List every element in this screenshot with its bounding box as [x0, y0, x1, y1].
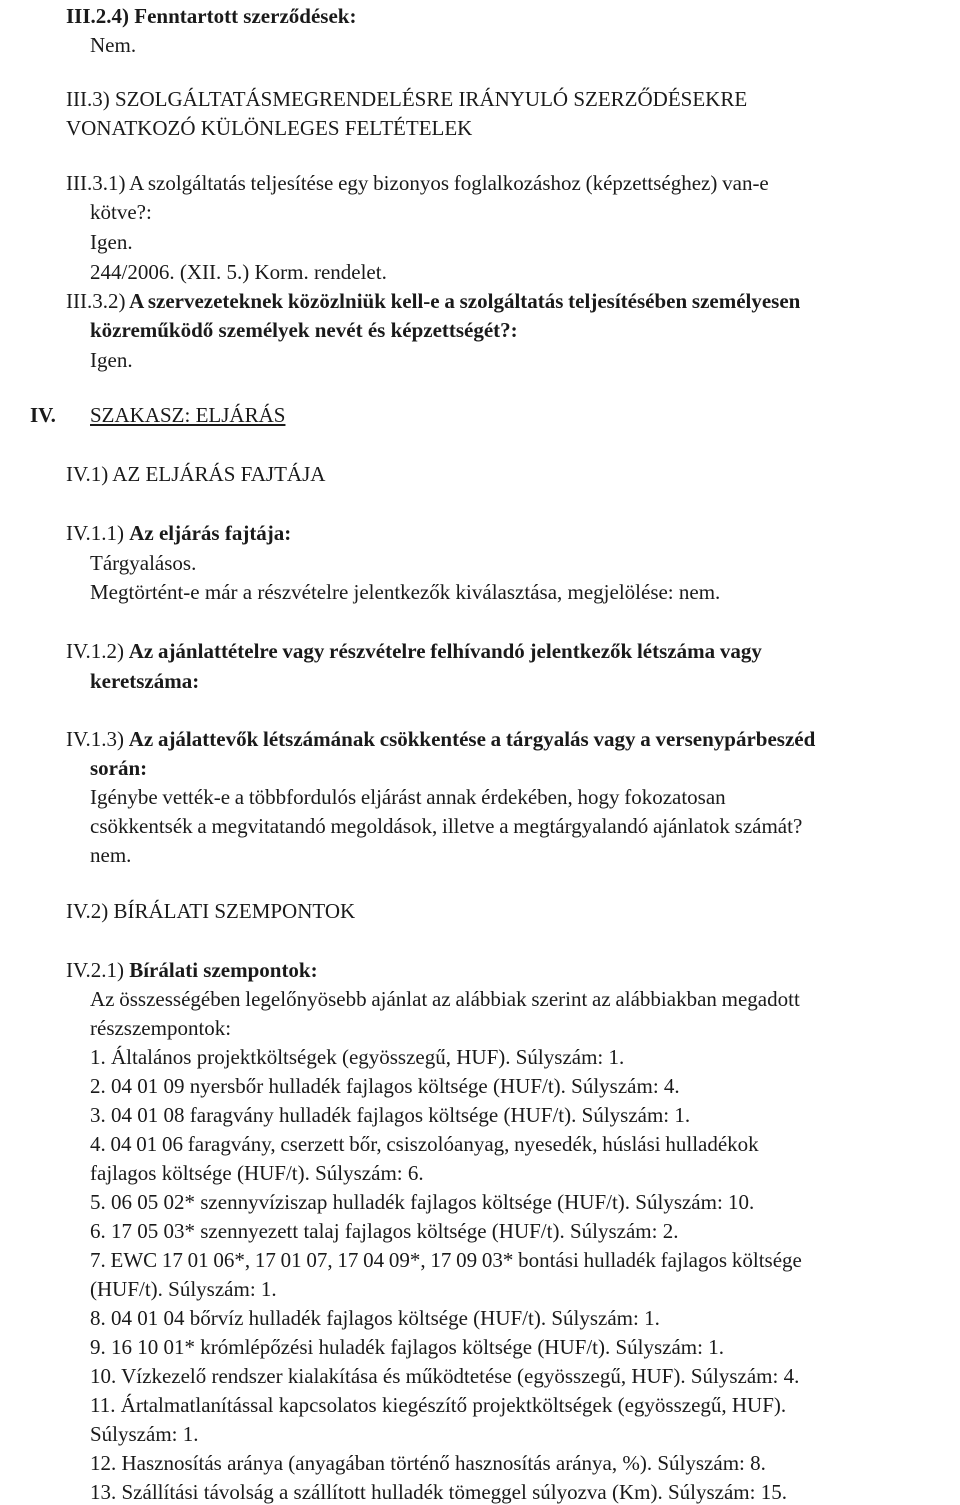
question-invited-count: [66, 641, 762, 662]
question-number: IV.1.3): [66, 727, 124, 751]
question-text: Bírálati szempontok:: [129, 958, 318, 982]
criteria-item: 1. Általános projektköltségek (egyösszegű, HUF). Súlyszám: 1.: [90, 1045, 625, 1069]
criteria-item: 9. 16 10 01* krómlépőzési huladék fajlagos költsége (HUF/t). Súlyszám: 1.: [90, 1335, 724, 1359]
question-text: A szervezeteknek közözlniük kell-e a szolgáltatás teljesítésében személyesen: [129, 289, 801, 313]
criteria-item-cont: Súlyszám: 1.: [90, 1422, 199, 1446]
answer-value: Igen.: [90, 348, 133, 372]
question-number: III.3.1): [66, 171, 126, 195]
criteria-item: 7. EWC 17 01 06*, 17 01 07, 17 04 09*, 17 09 03* bontási hulladék fajlagos költsége: [90, 1248, 802, 1272]
criteria-item: 10. Vízkezelő rendszer kialakítása és működtetése (egyösszegű, HUF). Súlyszám: 4.: [90, 1364, 800, 1388]
answer-value: Igen.: [90, 230, 133, 254]
subsection-number: IV.2): [66, 899, 109, 923]
answer-text-cont: részszempontok:: [90, 1016, 232, 1040]
subsection-number: IV.1): [66, 462, 109, 486]
criteria-item: 2. 04 01 09 nyersbőr hulladék fajlagos költsége (HUF/t). Súlyszám: 4.: [90, 1074, 680, 1098]
answer-value: Tárgyalásos.: [90, 551, 197, 575]
question-text-cont: kötve?:: [90, 200, 152, 224]
question-text: A szolgáltatás teljesítése egy bizonyos foglalkozáshoz (képzettséghez) van-e: [129, 171, 769, 195]
question-text: Az ajánlattételre vagy részvételre felhívandó jelentkezők létszáma vagy: [128, 639, 762, 663]
heading-text: III.2.4) Fenntartott szerződések:: [66, 4, 357, 28]
subsection-award-criteria: [66, 901, 355, 922]
subsection-procedure-type: [66, 464, 325, 485]
subsection-title: AZ ELJÁRÁS FAJTÁJA: [112, 462, 326, 486]
answer-text: Igénybe vették-e a többfordulós eljárást annak érdekében, hogy fokozatosan: [90, 785, 726, 809]
question-number: III.3.2): [66, 289, 126, 313]
criteria-item-cont: fajlagos költsége (HUF/t). Súlyszám: 6.: [90, 1161, 424, 1185]
question-staff-names: [66, 291, 800, 312]
section-heading-reserved-contracts: [66, 6, 356, 27]
question-text-cont: keretszáma:: [90, 669, 200, 693]
criteria-item: 12. Hasznosítás aránya (anyagában történő hasznosítás aránya, %). Súlyszám: 8.: [90, 1451, 766, 1475]
section-value: Nem.: [90, 33, 137, 57]
criteria-item: 11. Ártalmatlanítással kapcsolatos kiegészítő projektköltségek (egyösszegű, HUF).: [90, 1393, 787, 1417]
criteria-item: 13. Szállítási távolság a szállított hulladék tömeggel súlyozva (Km). Súlyszám: 15.: [90, 1480, 787, 1504]
section-title-procedure: SZAKASZ: ELJÁRÁS: [90, 403, 286, 427]
criteria-item: 5. 06 05 02* szennyvíziszap hulladék fajlagos költsége (HUF/t). Súlyszám: 10.: [90, 1190, 755, 1214]
answer-reference: 244/2006. (XII. 5.) Korm. rendelet.: [90, 260, 387, 284]
question-text-cont: során:: [90, 756, 148, 780]
question-text-cont: közreműködő személyek nevét és képzettségét?:: [90, 318, 518, 342]
question-number: IV.1.1): [66, 521, 124, 545]
criteria-item-cont: (HUF/t). Súlyszám: 1.: [90, 1277, 277, 1301]
question-procedure-kind: [66, 523, 291, 544]
question-text: Az eljárás fajtája:: [129, 521, 292, 545]
question-number: IV.2.1): [66, 958, 124, 982]
answer-value: nem.: [90, 843, 132, 867]
question-profession-required: [66, 173, 769, 194]
question-reduction: [66, 729, 815, 750]
answer-selection-done: Megtörtént-e már a részvételre jelentkezők kiválasztása, megjelölése: nem.: [90, 580, 721, 604]
section-heading-service-conditions: III.3) SZOLGÁLTATÁSMEGRENDELÉSRE IRÁNYULÓ SZERZŐDÉSEKRE: [66, 87, 748, 111]
section-heading-service-conditions-cont: VONATKOZÓ KÜLÖNLEGES FELTÉTELEK: [66, 116, 473, 140]
criteria-item: 4. 04 01 06 faragvány, cserzett bőr, csiszolóanyag, nyesedék, húslási hulladékok: [90, 1132, 759, 1156]
question-text: Az ajálattevők létszámának csökkentése a tárgyalás vagy a versenypárbeszéd: [128, 727, 816, 751]
answer-text: Az összességében legelőnyösebb ajánlat az alábbiak szerint az alábbiakban megadott: [90, 987, 800, 1011]
section-number-iv: IV.: [30, 403, 56, 427]
question-award-criteria: [66, 960, 318, 981]
subsection-title: BÍRÁLATI SZEMPONTOK: [113, 899, 356, 923]
criteria-item: 8. 04 01 04 bőrvíz hulladék fajlagos költsége (HUF/t). Súlyszám: 1.: [90, 1306, 660, 1330]
criteria-item: 3. 04 01 08 faragvány hulladék fajlagos költsége (HUF/t). Súlyszám: 1.: [90, 1103, 691, 1127]
question-number: IV.1.2): [66, 639, 124, 663]
criteria-item: 6. 17 05 03* szennyezett talaj fajlagos költsége (HUF/t). Súlyszám: 2.: [90, 1219, 679, 1243]
answer-text-cont: csökkentsék a megvitatandó megoldások, illetve a megtárgyalandó ajánlatok számát?: [90, 814, 803, 838]
